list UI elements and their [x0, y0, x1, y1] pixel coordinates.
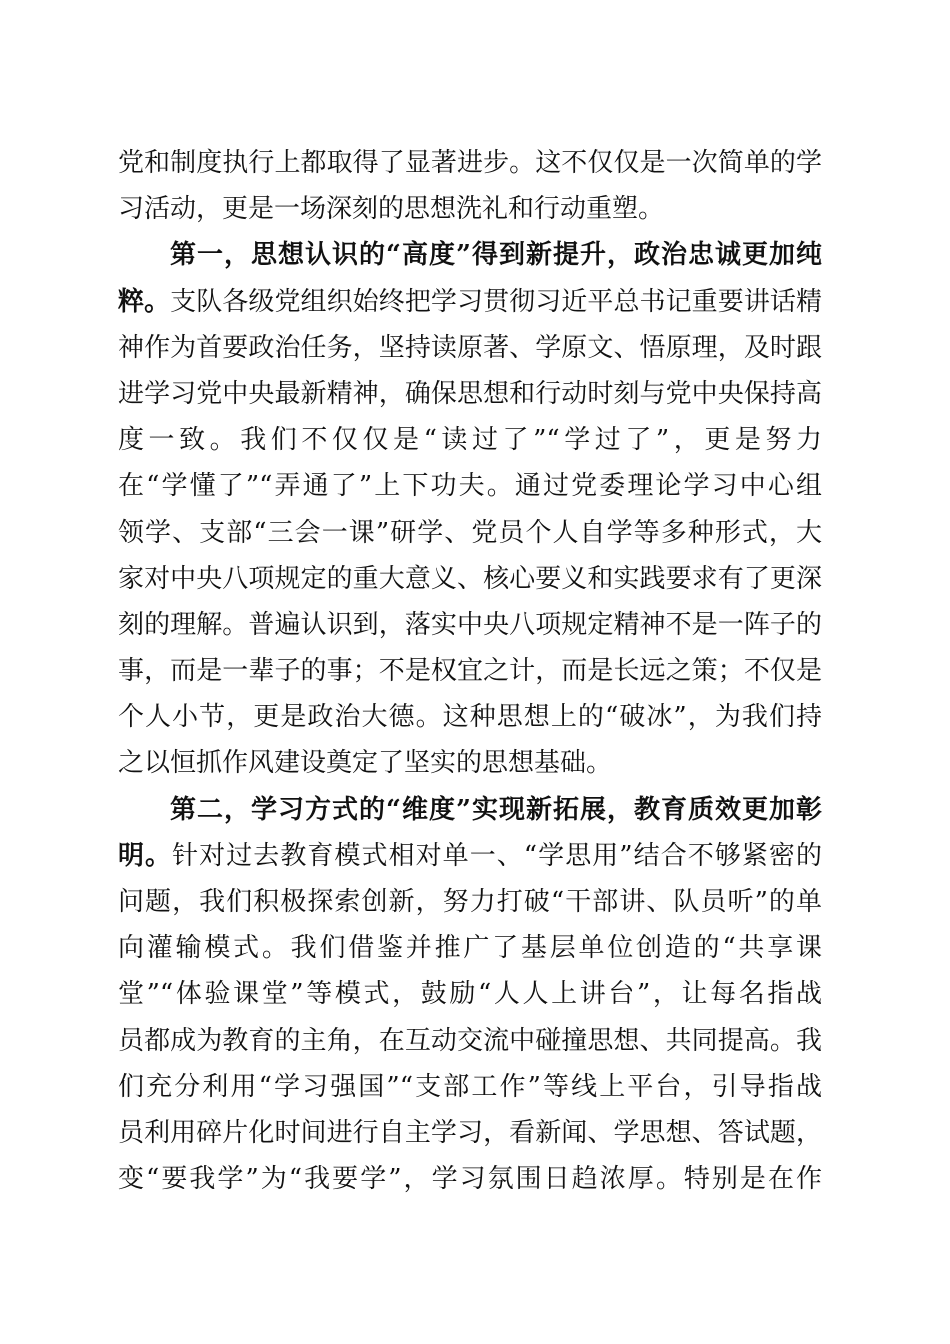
- text-line: 神作为首要政治任务，坚持读原著、学原文、悟原理，及时跟: [118, 332, 822, 363]
- section-heading-1: 第一，思想认识的“高度”得到新提升，政治忠诚更加纯: [170, 240, 822, 271]
- text-line: 堂”“体验课堂”等模式，鼓励“人人上讲台”，让每名指战: [118, 979, 822, 1010]
- text-line: 个人小节，更是政治大德。这种思想上的“破冰”，为我们持: [118, 702, 822, 733]
- text-line: 进学习党中央最新精神，确保思想和行动时刻与党中央保持高: [118, 378, 822, 409]
- text-line: 向灌输模式。我们借鉴并推广了基层单位创造的“共享课: [118, 933, 822, 964]
- text-line: 在“学懂了”“弄通了”上下功夫。通过党委理论学习中心组: [118, 471, 822, 502]
- text-line: 刻的理解。普遍认识到，落实中央八项规定精神不是一阵子的: [118, 609, 822, 640]
- body-text: [118, 140, 822, 1202]
- text-line: 问题，我们积极探索创新，努力打破“干部讲、队员听”的单: [118, 887, 822, 917]
- section-heading-2: 第二，学习方式的“维度”实现新拓展，教育质效更加彰: [170, 794, 822, 825]
- text-line: 度一致。我们不仅仅是“读过了”“学过了”，更是努力: [118, 425, 822, 456]
- text-line: 们充分利用“学习强国”“支部工作”等线上平台，引导指战: [118, 1071, 822, 1102]
- text-line: 员都成为教育的主角，在互动交流中碰撞思想、共同提高。我: [118, 1025, 822, 1056]
- text-line: 员利用碎片化时间进行自主学习，看新闻、学思想、答试题，: [118, 1117, 822, 1148]
- text-line: 变“要我学”为“我要学”，学习氛围日趋浓厚。特别是在作: [118, 1164, 822, 1195]
- text-line: 明。针对过去教育模式相对单一、“学思用”结合不够紧密的: [118, 840, 822, 871]
- text-line: 家对中央八项规定的重大意义、核心要义和实践要求有了更深: [118, 563, 822, 594]
- text-line: 粹。支队各级党组织始终把学习贯彻习近平总书记重要讲话精: [118, 286, 822, 317]
- text-line: 事，而是一辈子的事；不是权宜之计，而是长远之策；不仅是: [118, 656, 822, 687]
- text-line: 之以恒抓作风建设奠定了坚实的思想基础。: [118, 748, 613, 779]
- text-line: 习活动，更是一场深刻的思想洗礼和行动重塑。: [118, 194, 665, 225]
- text-line: 党和制度执行上都取得了显著进步。这不仅仅是一次简单的学: [118, 148, 822, 178]
- text-line: 领学、支部“三会一课”研学、党员个人自学等多种形式，大: [118, 517, 822, 548]
